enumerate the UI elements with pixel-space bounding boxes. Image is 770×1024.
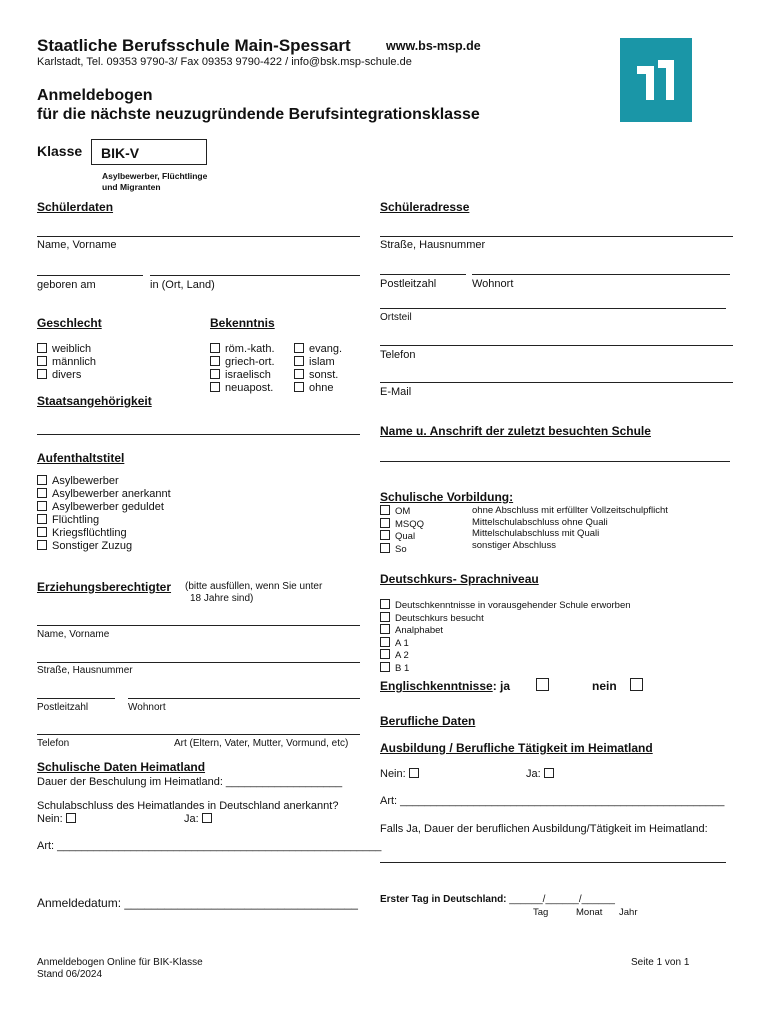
- erster-tag-row[interactable]: [380, 894, 615, 905]
- option-code: So: [395, 543, 407, 555]
- footer-line-2: Stand 06/2024: [37, 969, 103, 980]
- bekenntnis-option[interactable]: [294, 343, 342, 356]
- option-label: Sonstiger Zuzug: [52, 540, 133, 552]
- aufenthalt-option[interactable]: [37, 540, 171, 553]
- ja-label: Ja:: [184, 813, 199, 825]
- birthdate-label: geboren am: [37, 279, 96, 291]
- nein-label: Nein:: [380, 768, 406, 780]
- vorbildung-codes: [380, 505, 424, 555]
- englisch-nein-label: nein: [592, 679, 617, 693]
- aufenthalt-option[interactable]: [37, 488, 171, 501]
- option-label: Asylbewerber: [52, 475, 119, 487]
- deutsch-options: [380, 599, 631, 674]
- wohnort-label: Wohnort: [472, 278, 514, 290]
- option-label: divers: [52, 369, 82, 381]
- option-label: evang.: [309, 343, 343, 355]
- sdh-dauer[interactable]: Dauer der Beschulung im Heimatland: ___________________: [37, 776, 343, 788]
- sdh-art[interactable]: Art: _____________________________________________________: [37, 840, 382, 852]
- vorbildung-option[interactable]: [380, 505, 424, 518]
- bekenntnis-option[interactable]: [294, 369, 342, 382]
- telefon-label: Telefon: [380, 349, 416, 361]
- checkbox[interactable]: [37, 343, 47, 353]
- beruf-art[interactable]: Art: _____________________________________________________: [380, 795, 725, 807]
- beruf-nein[interactable]: [380, 768, 424, 780]
- checkbox[interactable]: [37, 488, 47, 498]
- option-label: sonst.: [309, 369, 339, 381]
- ja-label: Ja:: [526, 768, 541, 780]
- geschlecht-heading: Geschlecht: [37, 316, 102, 330]
- plz-line[interactable]: [380, 274, 466, 275]
- option-label: Kriegsflüchtling: [52, 527, 127, 539]
- birthdate-line[interactable]: [37, 275, 143, 276]
- erster-tag-label: Erster Tag in Deutschland:: [380, 894, 507, 905]
- checkbox[interactable]: [380, 612, 390, 622]
- klasse-value: BIK-V: [101, 145, 140, 161]
- letzte-schule-heading: Name u. Anschrift der zuletzt besuchten Schule: [380, 424, 651, 438]
- aufenthalt-option[interactable]: [37, 514, 171, 527]
- aufenthalt-option[interactable]: [37, 475, 171, 488]
- target-group-1: Asylbewerber, Flüchtlinge: [102, 171, 208, 181]
- checkbox[interactable]: [380, 637, 390, 647]
- option-label: B 1: [395, 662, 410, 674]
- checkbox[interactable]: [380, 662, 390, 672]
- wohnort-line[interactable]: [472, 274, 730, 275]
- erziehung-note-1: (bitte ausfüllen, wenn Sie unter: [185, 581, 323, 592]
- target-group-2: und Migranten: [102, 182, 161, 192]
- staatsangehoerigkeit-line[interactable]: [37, 434, 360, 435]
- vorbildung-descriptions: [472, 505, 668, 551]
- option-label: Deutschkurs besucht: [395, 612, 484, 624]
- checkbox[interactable]: [380, 624, 390, 634]
- option-label: Analphabet: [395, 625, 444, 636]
- bekenntnis-options-col1: [210, 343, 275, 395]
- ez-plz-label: Postleitzahl: [37, 702, 89, 713]
- form-title: Anmeldebogen: [37, 87, 153, 104]
- strasse-label: Straße, Hausnummer: [380, 239, 486, 251]
- bekenntnis-option[interactable]: [210, 382, 275, 395]
- option-label: männlich: [52, 356, 97, 368]
- option-label: islam: [309, 356, 335, 368]
- checkbox[interactable]: [380, 505, 390, 515]
- checkbox[interactable]: [294, 369, 304, 379]
- page-number: Seite 1 von 1: [631, 957, 690, 968]
- jahr-label: Jahr: [619, 907, 638, 918]
- ez-name-label: Name, Vorname: [37, 629, 110, 640]
- option-label: ohne: [309, 382, 334, 394]
- sdh-heading: Schulische Daten Heimatland: [37, 760, 206, 774]
- englisch-row: [380, 679, 510, 693]
- checkbox[interactable]: [380, 543, 390, 553]
- checkbox[interactable]: [294, 343, 304, 353]
- bekenntnis-option[interactable]: [294, 356, 342, 369]
- nein-label: Nein:: [37, 813, 63, 825]
- checkbox[interactable]: [37, 356, 47, 366]
- checkbox[interactable]: [202, 813, 212, 823]
- vorbildung-desc: Mittelschulabschluss ohne Quali: [472, 516, 608, 528]
- school-contact: Karlstadt, Tel. 09353 9790-3/ Fax 09353 9790-422 / info@bsk.msp-schule.de: [37, 56, 412, 68]
- checkbox[interactable]: [380, 649, 390, 659]
- deutsch-option[interactable]: [380, 624, 631, 637]
- strasse-line[interactable]: [380, 236, 733, 237]
- option-label: A 1: [395, 637, 409, 649]
- checkbox[interactable]: [37, 514, 47, 524]
- aufenthalt-option[interactable]: [37, 501, 171, 514]
- name-label: Name, Vorname: [37, 239, 117, 251]
- deutschkurs-heading: Deutschkurs- Sprachniveau: [380, 572, 539, 586]
- telefon-line[interactable]: [380, 345, 733, 346]
- falls-ja-label: Falls Ja, Dauer der beruflichen Ausbildung/Tätigkeit im Heimatland:: [380, 823, 708, 835]
- birthplace-line[interactable]: [150, 275, 360, 276]
- sdh-ja[interactable]: [184, 813, 217, 825]
- klasse-label: Klasse: [37, 143, 83, 159]
- berufliche-daten-heading: Berufliche Daten: [380, 714, 476, 728]
- bekenntnis-option[interactable]: [210, 356, 275, 369]
- deutsch-option[interactable]: [380, 662, 631, 675]
- option-label: israelisch: [225, 369, 271, 381]
- geschlecht-options: [37, 343, 96, 382]
- school-name: Staatliche Berufsschule Main-Spessart: [37, 36, 351, 55]
- option-label: Asylbewerber geduldet: [52, 501, 164, 513]
- ausbildung-heading: Ausbildung / Berufliche Tätigkeit im Heimatland: [380, 741, 653, 755]
- option-label: Asylbewerber anerkannt: [52, 488, 171, 500]
- ez-telefon-line[interactable]: [37, 734, 360, 735]
- klasse-box: [91, 139, 207, 165]
- option-code: Qual: [395, 531, 416, 542]
- aufenthaltstitel-heading: Aufenthaltstitel: [37, 451, 125, 465]
- checkbox[interactable]: [544, 768, 554, 778]
- ez-name-line[interactable]: [37, 625, 360, 626]
- checkbox[interactable]: [380, 518, 390, 528]
- erster-tag-blanks[interactable]: ______/______/______: [509, 894, 615, 905]
- option-label: neuapost.: [225, 382, 274, 394]
- checkbox[interactable]: [66, 813, 76, 823]
- bekenntnis-heading: Bekenntnis: [210, 316, 275, 330]
- name-line[interactable]: [37, 236, 360, 237]
- ez-telefon-label: Telefon: [37, 738, 70, 749]
- aufenthalt-option[interactable]: [37, 527, 171, 540]
- option-label: röm.-kath.: [225, 343, 275, 355]
- ortsteil-line[interactable]: [380, 308, 726, 309]
- footer-line-1: Anmeldebogen Online für BIK-Klasse: [37, 957, 203, 968]
- ez-strasse-label: Straße, Hausnummer: [37, 665, 133, 676]
- vorbildung-desc: sonstiger Abschluss: [472, 539, 556, 551]
- checkbox[interactable]: [210, 343, 220, 353]
- checkbox[interactable]: [380, 530, 390, 540]
- checkbox[interactable]: [37, 369, 47, 379]
- geschlecht-option[interactable]: [37, 369, 96, 382]
- vorbildung-option[interactable]: [380, 518, 424, 531]
- checkbox[interactable]: [210, 369, 220, 379]
- deutsch-option[interactable]: [380, 637, 631, 650]
- vorbildung-desc: ohne Abschluss mit erfüllter Vollzeitschulpflicht: [472, 505, 668, 516]
- checkbox[interactable]: [37, 540, 47, 550]
- staatsangehoerigkeit-heading: Staatsangehörigkeit: [37, 394, 152, 408]
- englisch-ja-label: : ja: [492, 679, 511, 693]
- checkbox[interactable]: [37, 501, 47, 511]
- ortsteil-label: Ortsteil: [380, 312, 412, 323]
- plz-label: Postleitzahl: [380, 278, 437, 290]
- checkbox[interactable]: [37, 527, 47, 537]
- ez-wohnort-label: Wohnort: [128, 702, 166, 713]
- checkbox[interactable]: [37, 475, 47, 485]
- form-subtitle: für die nächste neuzugründende Berufsintegrationsklasse: [37, 106, 480, 123]
- checkbox[interactable]: [409, 768, 419, 778]
- email-label: E-Mail: [380, 386, 412, 398]
- option-label: Deutschkenntnisse in vorausgehender Schule erworben: [395, 600, 631, 611]
- vorbildung-option[interactable]: [380, 543, 424, 556]
- geschlecht-option[interactable]: [37, 343, 96, 356]
- erziehung-note-2: 18 Jahre sind): [190, 593, 254, 604]
- option-code: MSQQ: [395, 518, 425, 530]
- option-label: A 2: [395, 650, 409, 661]
- letzte-schule-line[interactable]: [380, 461, 730, 462]
- bekenntnis-option[interactable]: [210, 369, 275, 382]
- deutsch-option[interactable]: [380, 649, 631, 662]
- deutsch-option[interactable]: [380, 599, 631, 612]
- englisch-ja-checkbox[interactable]: [536, 678, 549, 691]
- falls-ja-line[interactable]: [380, 862, 726, 863]
- checkbox[interactable]: [210, 382, 220, 392]
- ez-plz-line[interactable]: [37, 698, 115, 699]
- checkbox[interactable]: [294, 382, 304, 392]
- schuelerdaten-heading: Schülerdaten: [37, 200, 114, 214]
- ez-strasse-line[interactable]: [37, 662, 360, 663]
- birthplace-label: in (Ort, Land): [150, 279, 215, 291]
- email-line[interactable]: [380, 382, 733, 383]
- option-code: OM: [395, 506, 411, 517]
- ez-art-label: Art (Eltern, Vater, Mutter, Vormund, etc): [174, 738, 349, 749]
- tag-label: Tag: [533, 907, 549, 918]
- erziehung-heading: Erziehungsberechtigter: [37, 580, 172, 594]
- monat-label: Monat: [576, 907, 603, 918]
- vorbildung-heading: Schulische Vorbildung:: [380, 490, 514, 504]
- checkbox[interactable]: [380, 599, 390, 609]
- aufenthalt-options: [37, 475, 171, 553]
- checkbox[interactable]: [210, 356, 220, 366]
- englisch-nein-checkbox[interactable]: [630, 678, 643, 691]
- school-logo: [620, 38, 692, 122]
- option-label: griech-ort.: [225, 356, 275, 368]
- deutsch-option[interactable]: [380, 612, 631, 625]
- bekenntnis-option[interactable]: [210, 343, 275, 356]
- school-website[interactable]: www.bs-msp.de: [386, 39, 481, 53]
- bekenntnis-options-col2: [294, 343, 342, 395]
- ez-wohnort-line[interactable]: [128, 698, 360, 699]
- sdh-abschluss: Schulabschluss des Heimatlandes in Deutschland anerkannt?: [37, 800, 339, 812]
- checkbox[interactable]: [294, 356, 304, 366]
- englisch-label: Englischkenntnisse: [380, 679, 493, 693]
- bekenntnis-option[interactable]: [294, 382, 342, 395]
- geschlecht-option[interactable]: [37, 356, 96, 369]
- vorbildung-option[interactable]: [380, 530, 424, 543]
- vorbildung-desc: Mittelschulabschluss mit Quali: [472, 528, 600, 539]
- schueleradresse-heading: Schüleradresse: [380, 200, 470, 214]
- beruf-ja[interactable]: [526, 768, 559, 780]
- option-label: weiblich: [52, 343, 92, 355]
- logo-icon: [620, 38, 692, 122]
- sdh-nein[interactable]: [37, 813, 81, 825]
- anmeldedatum[interactable]: Anmeldedatum: ___________________________________: [37, 896, 358, 910]
- option-label: Flüchtling: [52, 514, 100, 526]
